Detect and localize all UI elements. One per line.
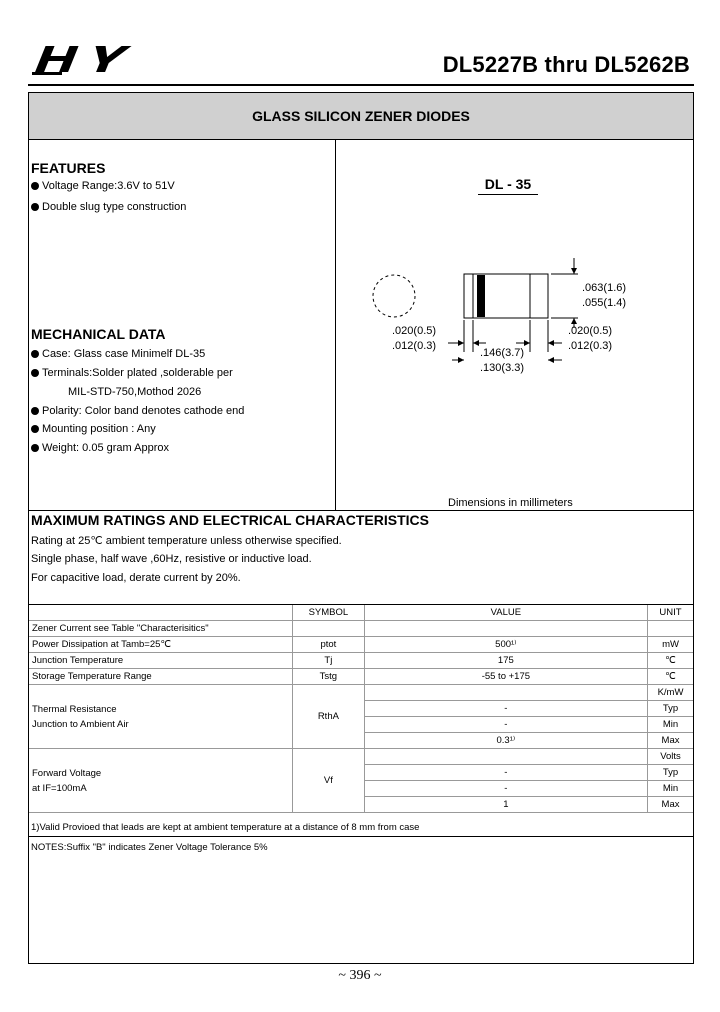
dim-length-max: .146(3.7) [480,347,525,359]
table-row [29,621,693,637]
table-row [29,653,693,669]
row-value: 500¹⁾ [364,637,647,653]
header-param [29,605,293,621]
bullet-icon [31,350,39,358]
product-banner: GLASS SILICON ZENER DIODES [29,93,693,140]
dim-length-min: .130(3.3) [480,362,525,374]
table-header-row [29,605,693,621]
row-value [364,621,647,637]
row-symbol [293,621,365,637]
section-divider [29,510,693,511]
ratings-table [29,605,693,813]
header-symbol: SYMBOL [293,605,365,621]
header-rule [28,84,694,86]
table-row [29,669,693,685]
row-symbol: Tstg [293,669,365,685]
thermal-min: - [364,717,647,733]
thermal-max: 0.3¹⁾ [364,733,647,749]
part-number-title: DL5227B thru DL5262B [442,52,690,77]
mechanical-item-continued: MIL-STD-750,Mothod 2026 [68,386,202,398]
thermal-unit: K/mW [648,685,693,701]
row-param: Storage Temperature Range [29,669,293,685]
package-outline-drawing [336,240,692,380]
mechanical-heading: MECHANICAL DATA [31,326,166,342]
thermal-max-label: Max [648,733,693,749]
features-heading: FEATURES [31,160,106,176]
thermal-typ: - [364,701,647,717]
row-unit: ℃ [648,653,693,669]
bullet-icon [31,425,39,433]
dim-cap-right-max: .020(0.5) [568,325,613,337]
feature-item: Voltage Range:3.6V to 51V [31,180,175,192]
notes-text: NOTES:Suffix "B" indicates Zener Voltage Tolerance 5% [31,842,268,853]
row-unit [648,621,693,637]
company-logo [28,40,152,80]
bullet-icon [31,407,39,415]
forward-min: - [364,781,647,797]
header-unit: UNIT [648,605,693,621]
row-unit: mW [648,637,693,653]
row-param: Junction Temperature [29,653,293,669]
bullet-icon [31,203,39,211]
header-value: VALUE [364,605,647,621]
mechanical-item: Terminals:Solder plated ,solderable per [31,367,233,379]
row-value: -55 to +175 [364,669,647,685]
dim-diameter-max: .063(1.6) [582,282,627,294]
forward-typ-label: Typ [648,765,693,781]
rating-note: Rating at 25℃ ambient temperature unless otherwise specified. [31,535,342,547]
bullet-icon [31,369,39,377]
thermal-min-label: Min [648,717,693,733]
mechanical-item: Weight: 0.05 gram Approx [31,442,169,454]
dim-cap-right-min: .012(0.3) [568,340,613,352]
table-row [29,685,693,701]
row-unit: ℃ [648,669,693,685]
dim-diameter-min: .055(1.4) [582,297,627,309]
notes-divider [29,836,693,837]
row-symbol: ptot [293,637,365,653]
forward-min-label: Min [648,781,693,797]
forward-param: Forward Voltage at IF=100mA [29,749,293,813]
table-row [29,749,693,765]
thermal-param: Thermal Resistance Junction to Ambient Air [29,685,293,749]
row-symbol: Tj [293,653,365,669]
forward-symbol: Vf [293,749,365,813]
forward-value-blank [364,749,647,765]
mechanical-item: Case: Glass case Minimelf DL-35 [31,348,205,360]
rating-note: Single phase, half wave ,60Hz, resistive or inductive load. [31,553,312,565]
mechanical-item: Mounting position : Any [31,423,156,435]
forward-unit: Volts [648,749,693,765]
dim-cap-left-max: .020(0.5) [392,325,437,337]
feature-item: Double slug type construction [31,201,186,213]
thermal-typ-label: Typ [648,701,693,717]
table-row [29,637,693,653]
forward-typ: - [364,765,647,781]
datasheet-frame [28,92,694,964]
thermal-value-blank [364,685,647,701]
bullet-icon [31,444,39,452]
page-number: ~ 396 ~ [338,968,382,983]
ratings-heading: MAXIMUM RATINGS AND ELECTRICAL CHARACTERISTICS [31,512,429,528]
row-param: Power Dissipation at Tamb=25℃ [29,637,293,653]
footnote: 1)Valid Provioed that leads are kept at ambient temperature at a distance of 8 mm from case [31,822,420,833]
bullet-icon [31,182,39,190]
row-param: Zener Current see Table "Characterisitics" [29,621,293,637]
forward-max-label: Max [648,797,693,813]
package-name: DL - 35 [478,176,538,195]
thermal-symbol: RthA [293,685,365,749]
dimensions-caption: Dimensions in millimeters [448,497,573,509]
dim-cap-left-min: .012(0.3) [392,340,437,352]
forward-max: 1 [364,797,647,813]
rating-note: For capacitive load, derate current by 20%. [31,572,241,584]
row-value: 175 [364,653,647,669]
mechanical-item: Polarity: Color band denotes cathode end [31,405,244,417]
